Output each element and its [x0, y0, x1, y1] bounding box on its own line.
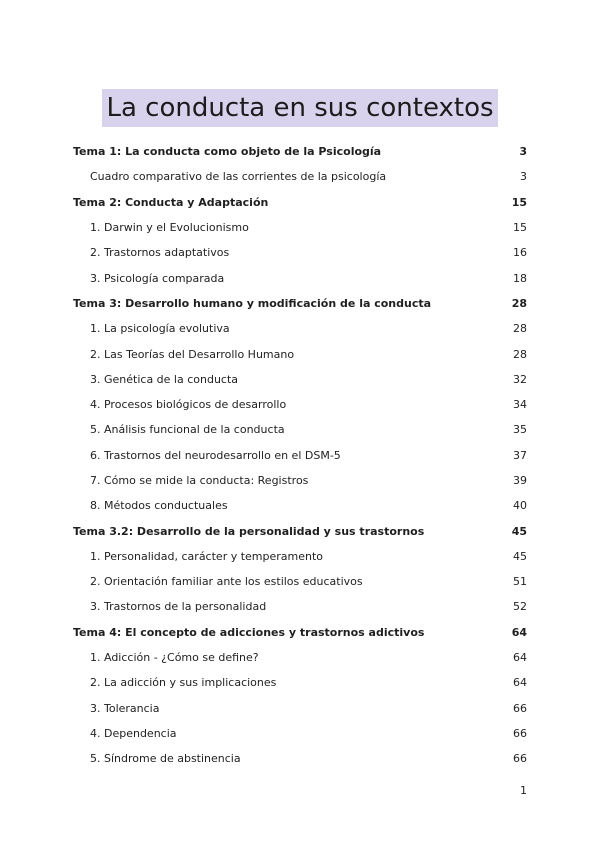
toc-entry-page: 40 [513, 499, 527, 513]
toc-chapter-entry[interactable] [73, 518, 527, 543]
toc-entry-label: 1. Darwin y el Evolucionismo [90, 221, 249, 235]
toc-entry-label: Tema 4: El concepto de adicciones y trastornos adictivos [73, 625, 425, 639]
toc-entry-label: 4. Dependencia [90, 726, 177, 740]
toc-entry-page: 37 [513, 448, 527, 462]
toc-section-entry[interactable] [73, 670, 527, 695]
toc-entry-page: 15 [513, 221, 527, 235]
toc-section-entry[interactable] [73, 316, 527, 341]
toc-section-entry[interactable] [73, 265, 527, 290]
toc-chapter-entry[interactable] [73, 190, 527, 215]
toc-section-entry[interactable] [73, 392, 527, 417]
document-title: La conducta en sus contextos [102, 89, 497, 127]
toc-entry-page: 66 [513, 752, 527, 766]
toc-entry-page: 64 [511, 625, 527, 639]
toc-section-entry[interactable] [73, 721, 527, 746]
toc-section-entry[interactable] [73, 594, 527, 619]
toc-entry-label: 2. Orientación familiar ante los estilos educativos [90, 575, 363, 589]
toc-entry-label: 8. Métodos conductuales [90, 499, 228, 513]
toc-entry-label: 3. Trastornos de la personalidad [90, 600, 267, 614]
toc-section-entry[interactable] [73, 468, 527, 493]
toc-section-entry[interactable] [73, 645, 527, 670]
toc-chapter-entry[interactable] [73, 620, 527, 645]
toc-entry-page: 16 [513, 246, 527, 260]
toc-entry-page: 52 [513, 600, 527, 614]
toc-entry-page: 18 [513, 271, 527, 285]
toc-section-entry[interactable] [73, 341, 527, 366]
toc-entry-label: 3. Genética de la conducta [90, 372, 239, 386]
toc-entry-page: 28 [513, 322, 527, 336]
toc-entry-label: 1. Personalidad, carácter y temperamento [90, 549, 324, 563]
toc-entry-page: 15 [511, 195, 527, 209]
toc-entry-label: Tema 1: La conducta como objeto de la Psicología [73, 145, 382, 159]
toc-entry-page: 45 [513, 549, 527, 563]
table-of-contents [73, 139, 527, 771]
toc-entry-page: 34 [513, 398, 527, 412]
toc-entry-label: 3. Tolerancia [90, 701, 160, 715]
toc-section-entry[interactable] [73, 493, 527, 518]
toc-entry-page: 51 [513, 575, 527, 589]
toc-entry-label: 2. Trastornos adaptativos [90, 246, 230, 260]
toc-entry-label: 4. Procesos biológicos de desarrollo [90, 398, 287, 412]
toc-section-entry[interactable] [73, 417, 527, 442]
toc-chapter-entry[interactable] [73, 139, 527, 164]
toc-entry-page: 64 [513, 676, 527, 690]
toc-section-entry[interactable] [73, 443, 527, 468]
toc-entry-page: 66 [513, 726, 527, 740]
toc-entry-label: Tema 2: Conducta y Adaptación [73, 195, 269, 209]
toc-section-entry[interactable] [73, 569, 527, 594]
toc-entry-page: 28 [513, 347, 527, 361]
toc-entry-label: 7. Cómo se mide la conducta: Registros [90, 474, 309, 487]
toc-entry-page: 35 [513, 423, 527, 437]
toc-entry-page: 3 [520, 170, 527, 184]
toc-entry-page: 64 [513, 651, 527, 665]
page-number: 1 [520, 784, 527, 797]
toc-entry-label: 3. Psicología comparada [90, 271, 225, 285]
toc-entry-page: 32 [513, 372, 527, 386]
toc-section-entry[interactable] [73, 696, 527, 721]
toc-entry-label: 1. Adicción - ¿Cómo se define? [90, 651, 259, 665]
toc-entry-label: 2. La adicción y sus implicaciones [90, 676, 277, 690]
toc-entry-label: 5. Análisis funcional de la conducta [90, 423, 285, 437]
toc-entry-label: Cuadro comparativo de las corrientes de la psicología [90, 170, 387, 184]
toc-entry-page: 39 [513, 474, 527, 487]
toc-section-entry[interactable] [73, 164, 527, 189]
toc-section-entry[interactable] [73, 544, 527, 569]
toc-entry-page: 3 [519, 145, 527, 159]
toc-entry-label: 6. Trastornos del neurodesarrollo en el DSM-5 [90, 448, 341, 462]
toc-entry-page: 66 [513, 701, 527, 715]
toc-entry-label: 2. Las Teorías del Desarrollo Humano [90, 347, 295, 361]
title-wrapper [0, 72, 600, 145]
toc-section-entry[interactable] [73, 240, 527, 265]
toc-entry-label: 5. Síndrome de abstinencia [90, 752, 241, 766]
toc-section-entry[interactable] [73, 746, 527, 771]
toc-entry-page: 45 [511, 524, 527, 538]
toc-entry-label: 1. La psicología evolutiva [90, 322, 230, 336]
toc-section-entry[interactable] [73, 215, 527, 240]
toc-entry-label: Tema 3: Desarrollo humano y modificación de la conducta [73, 296, 432, 310]
toc-chapter-entry[interactable] [73, 291, 527, 316]
toc-entry-label: Tema 3.2: Desarrollo de la personalidad y sus trastornos [73, 524, 425, 538]
toc-entry-page: 28 [511, 296, 527, 310]
toc-section-entry[interactable] [73, 367, 527, 392]
